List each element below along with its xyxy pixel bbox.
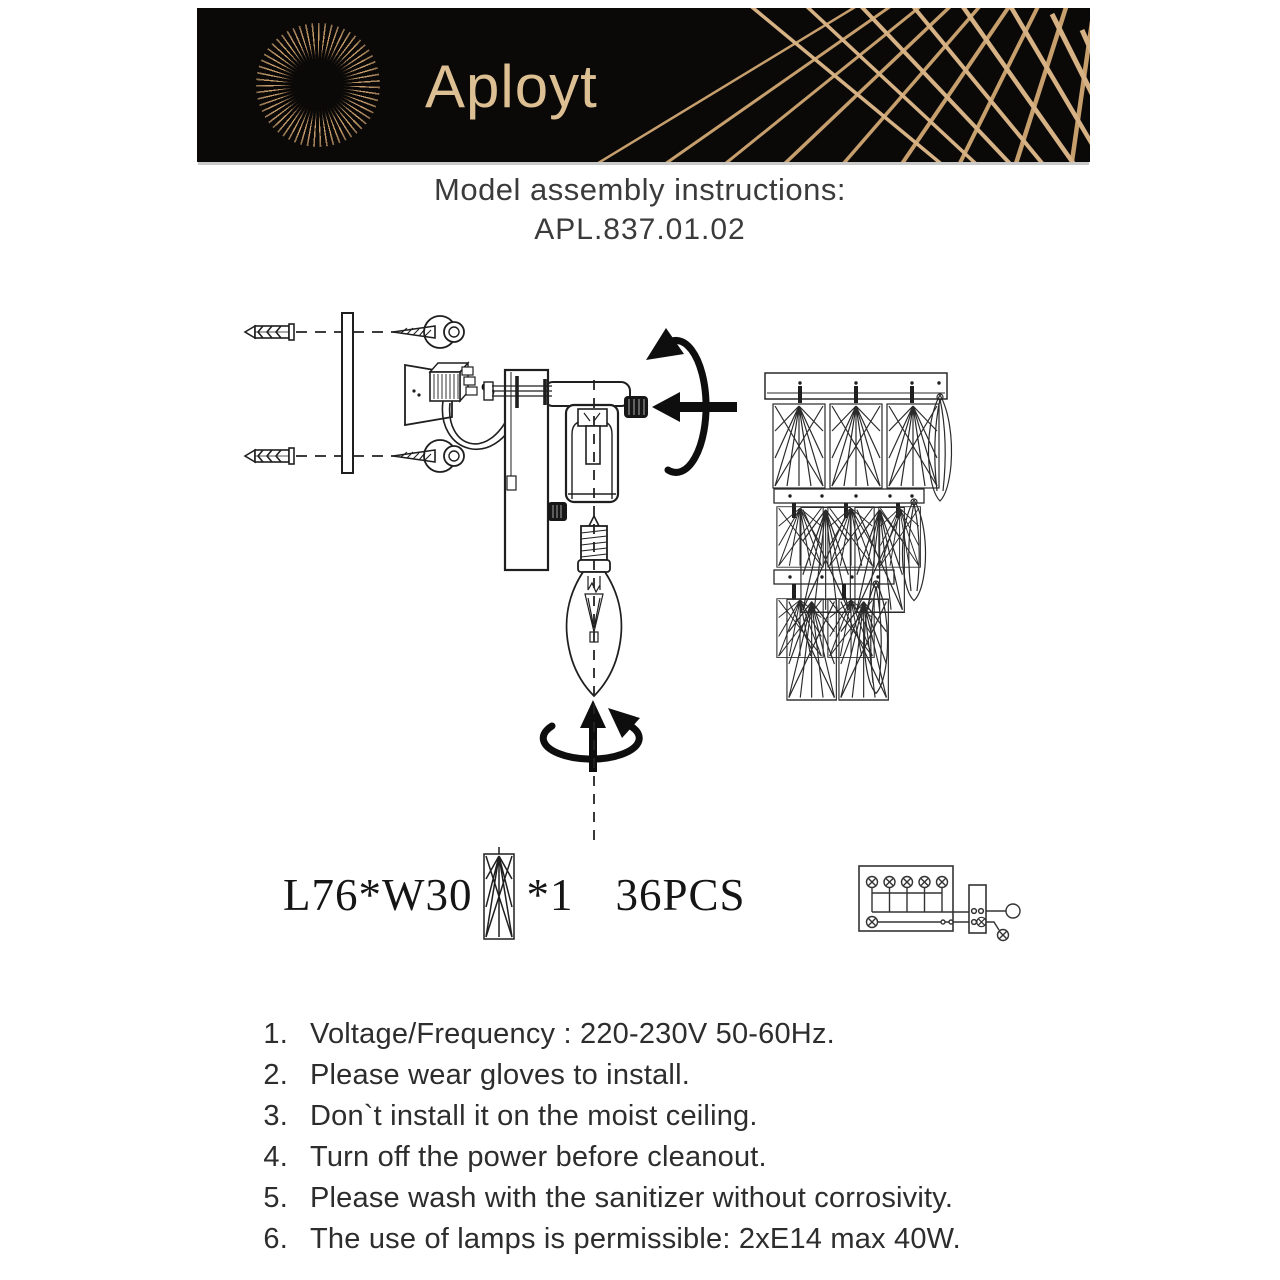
instruction-number: 5. bbox=[263, 1182, 288, 1214]
brand-banner bbox=[197, 8, 1090, 162]
sunburst-logo-icon bbox=[256, 23, 380, 147]
instruction-text: The use of lamps is permissible: 2xE14 max 40W. bbox=[310, 1223, 961, 1255]
screw-bottom bbox=[393, 440, 464, 472]
fixture-arm bbox=[544, 382, 630, 406]
instruction-list bbox=[250, 1018, 1080, 1264]
instruction-text: Don`t install it on the moist ceiling. bbox=[310, 1100, 758, 1132]
insert-arrow-icon bbox=[652, 392, 737, 422]
instruction-item bbox=[250, 1018, 1080, 1051]
mounting-plate bbox=[342, 313, 353, 473]
brand-name: Aployt bbox=[425, 53, 598, 120]
screw-top bbox=[393, 316, 464, 348]
instruction-item bbox=[250, 1223, 1080, 1256]
wiring-diagram bbox=[852, 855, 1022, 950]
screw-in-rotation-icon bbox=[543, 700, 640, 772]
instruction-text: Voltage/Frequency : 220-230V 50-60Hz. bbox=[310, 1018, 835, 1050]
decorative-rays-icon bbox=[530, 8, 1090, 162]
instruction-number: 4. bbox=[263, 1141, 288, 1173]
crystal-sconce bbox=[765, 373, 952, 700]
instruction-number: 2. bbox=[263, 1059, 288, 1091]
wall-anchor-bottom bbox=[245, 448, 294, 464]
crystal-spec bbox=[283, 845, 746, 945]
crystal-quantity: 36PCS bbox=[615, 870, 746, 920]
instruction-number: 1. bbox=[263, 1018, 288, 1050]
instruction-item bbox=[250, 1100, 1080, 1133]
instruction-number: 6. bbox=[263, 1223, 288, 1255]
instruction-text: Please wear gloves to install. bbox=[310, 1059, 690, 1091]
knurled-nut bbox=[624, 396, 648, 418]
model-code: APL.837.01.02 bbox=[534, 213, 746, 246]
title-heading: Model assembly instructions: bbox=[434, 172, 846, 207]
page-title bbox=[0, 172, 1280, 247]
instruction-item bbox=[250, 1059, 1080, 1092]
wall-anchor-top bbox=[245, 324, 294, 340]
instruction-item bbox=[250, 1182, 1080, 1215]
thumb-nut-lower bbox=[548, 502, 567, 521]
instruction-text: Turn off the power before cleanout. bbox=[310, 1141, 767, 1173]
junction-box bbox=[405, 363, 518, 449]
instruction-number: 3. bbox=[263, 1100, 288, 1132]
candle-socket bbox=[566, 405, 618, 502]
instruction-item bbox=[250, 1141, 1080, 1174]
crystal-dimensions: L76*W30 bbox=[283, 870, 473, 920]
assembly-diagram bbox=[200, 280, 960, 840]
crystal-icon bbox=[480, 847, 518, 943]
crystal-multiplier: *1 bbox=[526, 870, 574, 920]
instruction-text: Please wash with the sanitizer without corrosivity. bbox=[310, 1182, 954, 1214]
